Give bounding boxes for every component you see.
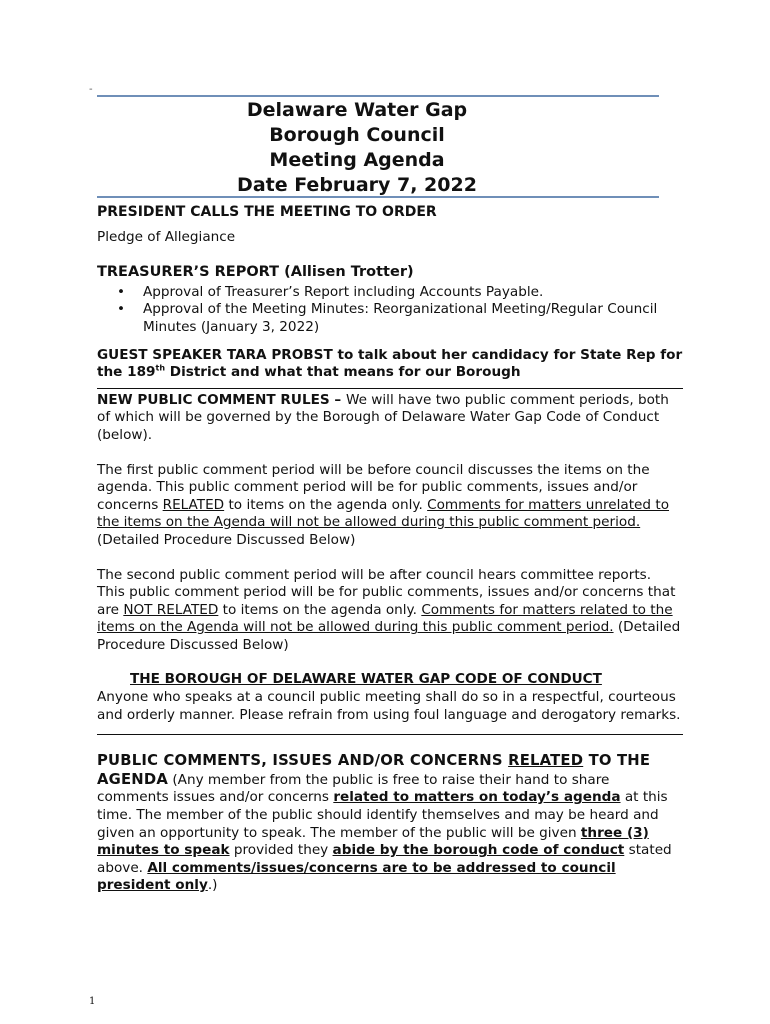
treasurer-heading: TREASURER’S REPORT (Allisen Trotter) bbox=[97, 264, 414, 281]
title-bottom-rule bbox=[97, 196, 659, 198]
page-number: 1 bbox=[89, 996, 96, 1007]
pc-bold-3: abide by the borough code of conduct bbox=[332, 842, 625, 859]
agenda-title bbox=[97, 98, 617, 198]
divider-2 bbox=[97, 724, 683, 735]
rules-first-period bbox=[97, 462, 683, 550]
title-line-4: Date February 7, 2022 bbox=[237, 174, 477, 196]
code-of-conduct-heading: THE BOROUGH OF DELAWARE WATER GAP CODE OF CONDUCT bbox=[130, 671, 602, 688]
pc-text-4: stated above. bbox=[97, 842, 672, 876]
pc-heading-a: PUBLIC COMMENTS, ISSUES AND/OR CONCERNS bbox=[97, 752, 509, 770]
guest-text-a: GUEST SPEAKER TARA PROBST to talk about her candidacy for State Rep for the 189 bbox=[97, 346, 683, 381]
second-text-a: The second public comment period will be after council hears committee reports. This public comment period will be for public comments, issues and/or concerns that are bbox=[97, 566, 676, 618]
guest-text-b: District and what that means for our Borough bbox=[165, 364, 521, 381]
first-related: RELATED bbox=[162, 496, 225, 513]
rules-intro-text: We will have two public comment periods, both of which will be governed by the Borough of Delaware Water Gap Code of Conduct (below). bbox=[97, 391, 669, 443]
guest-speaker bbox=[97, 347, 683, 382]
pc-text-1: (Any member from the public is free to raise their hand to share comments issues and/or concerns bbox=[97, 771, 610, 806]
second-not-related: NOT RELATED bbox=[123, 601, 219, 618]
agenda-body bbox=[97, 204, 683, 895]
pc-text-2: at this time. The member of the public should identify themselves and may be heard and given an opportunity to speak. The member of the public will be given bbox=[97, 789, 668, 841]
pc-bold-4: All comments/issues/concerns are to be addressed to council president only bbox=[97, 859, 616, 894]
title-line-3: Meeting Agenda bbox=[269, 149, 445, 171]
guest-sup: th bbox=[155, 363, 166, 373]
pc-text-5: .) bbox=[207, 877, 218, 894]
title-line-2: Borough Council bbox=[269, 124, 445, 146]
pc-bold-2: three (3) minutes to speak bbox=[97, 824, 649, 859]
header-mark: - bbox=[89, 84, 93, 95]
pc-bold-1: related to matters on today’s agenda bbox=[333, 789, 621, 806]
divider-1 bbox=[97, 382, 683, 389]
treasurer-item-1: • Approval of Treasurer’s Report including Accounts Payable. bbox=[143, 284, 683, 302]
pc-text-3: provided they bbox=[229, 842, 333, 859]
first-text-a: The first public comment period will be before council discusses the items on the agenda. This public comment period will be for public comments, issues and/or concerns bbox=[97, 461, 650, 513]
code-of-conduct-text: Anyone who speaks at a council public meeting shall do so in a respectful, courteous and orderly manner. Please refrain from using foul language and derogatory remarks. bbox=[97, 689, 681, 723]
rules-intro bbox=[97, 392, 683, 445]
first-text-b: to items on the agenda only. bbox=[224, 496, 428, 513]
title-line-1: Delaware Water Gap bbox=[246, 99, 468, 121]
first-text-c: (Detailed Procedure Discussed Below) bbox=[97, 531, 356, 548]
second-text-b: to items on the agenda only. bbox=[218, 601, 422, 618]
treasurer-item-2: • Approval of the Meeting Minutes: Reorganizational Meeting/Regular Council Minutes (January 3, 2022) bbox=[143, 301, 683, 336]
pc-heading-b: TO THE AGENDA bbox=[97, 752, 651, 788]
rules-second-period bbox=[97, 567, 683, 655]
title-top-rule bbox=[97, 95, 659, 97]
rules-heading: NEW PUBLIC COMMENT RULES – bbox=[97, 391, 346, 408]
pledge-item: Pledge of Allegiance bbox=[97, 228, 236, 245]
treasurer-list bbox=[97, 284, 683, 337]
second-text-c: (Detailed Procedure Discussed Below) bbox=[97, 619, 681, 653]
public-comments bbox=[97, 752, 683, 895]
pc-heading-related: RELATED bbox=[508, 752, 584, 770]
president-heading: PRESIDENT CALLS THE MEETING TO ORDER bbox=[97, 204, 437, 220]
first-underlined: Comments for matters unrelated to the items on the Agenda will not be allowed during this public comment period. bbox=[97, 496, 670, 531]
second-underlined: Comments for matters related to the items on the Agenda will not be allowed during this public comment period. bbox=[97, 601, 673, 636]
